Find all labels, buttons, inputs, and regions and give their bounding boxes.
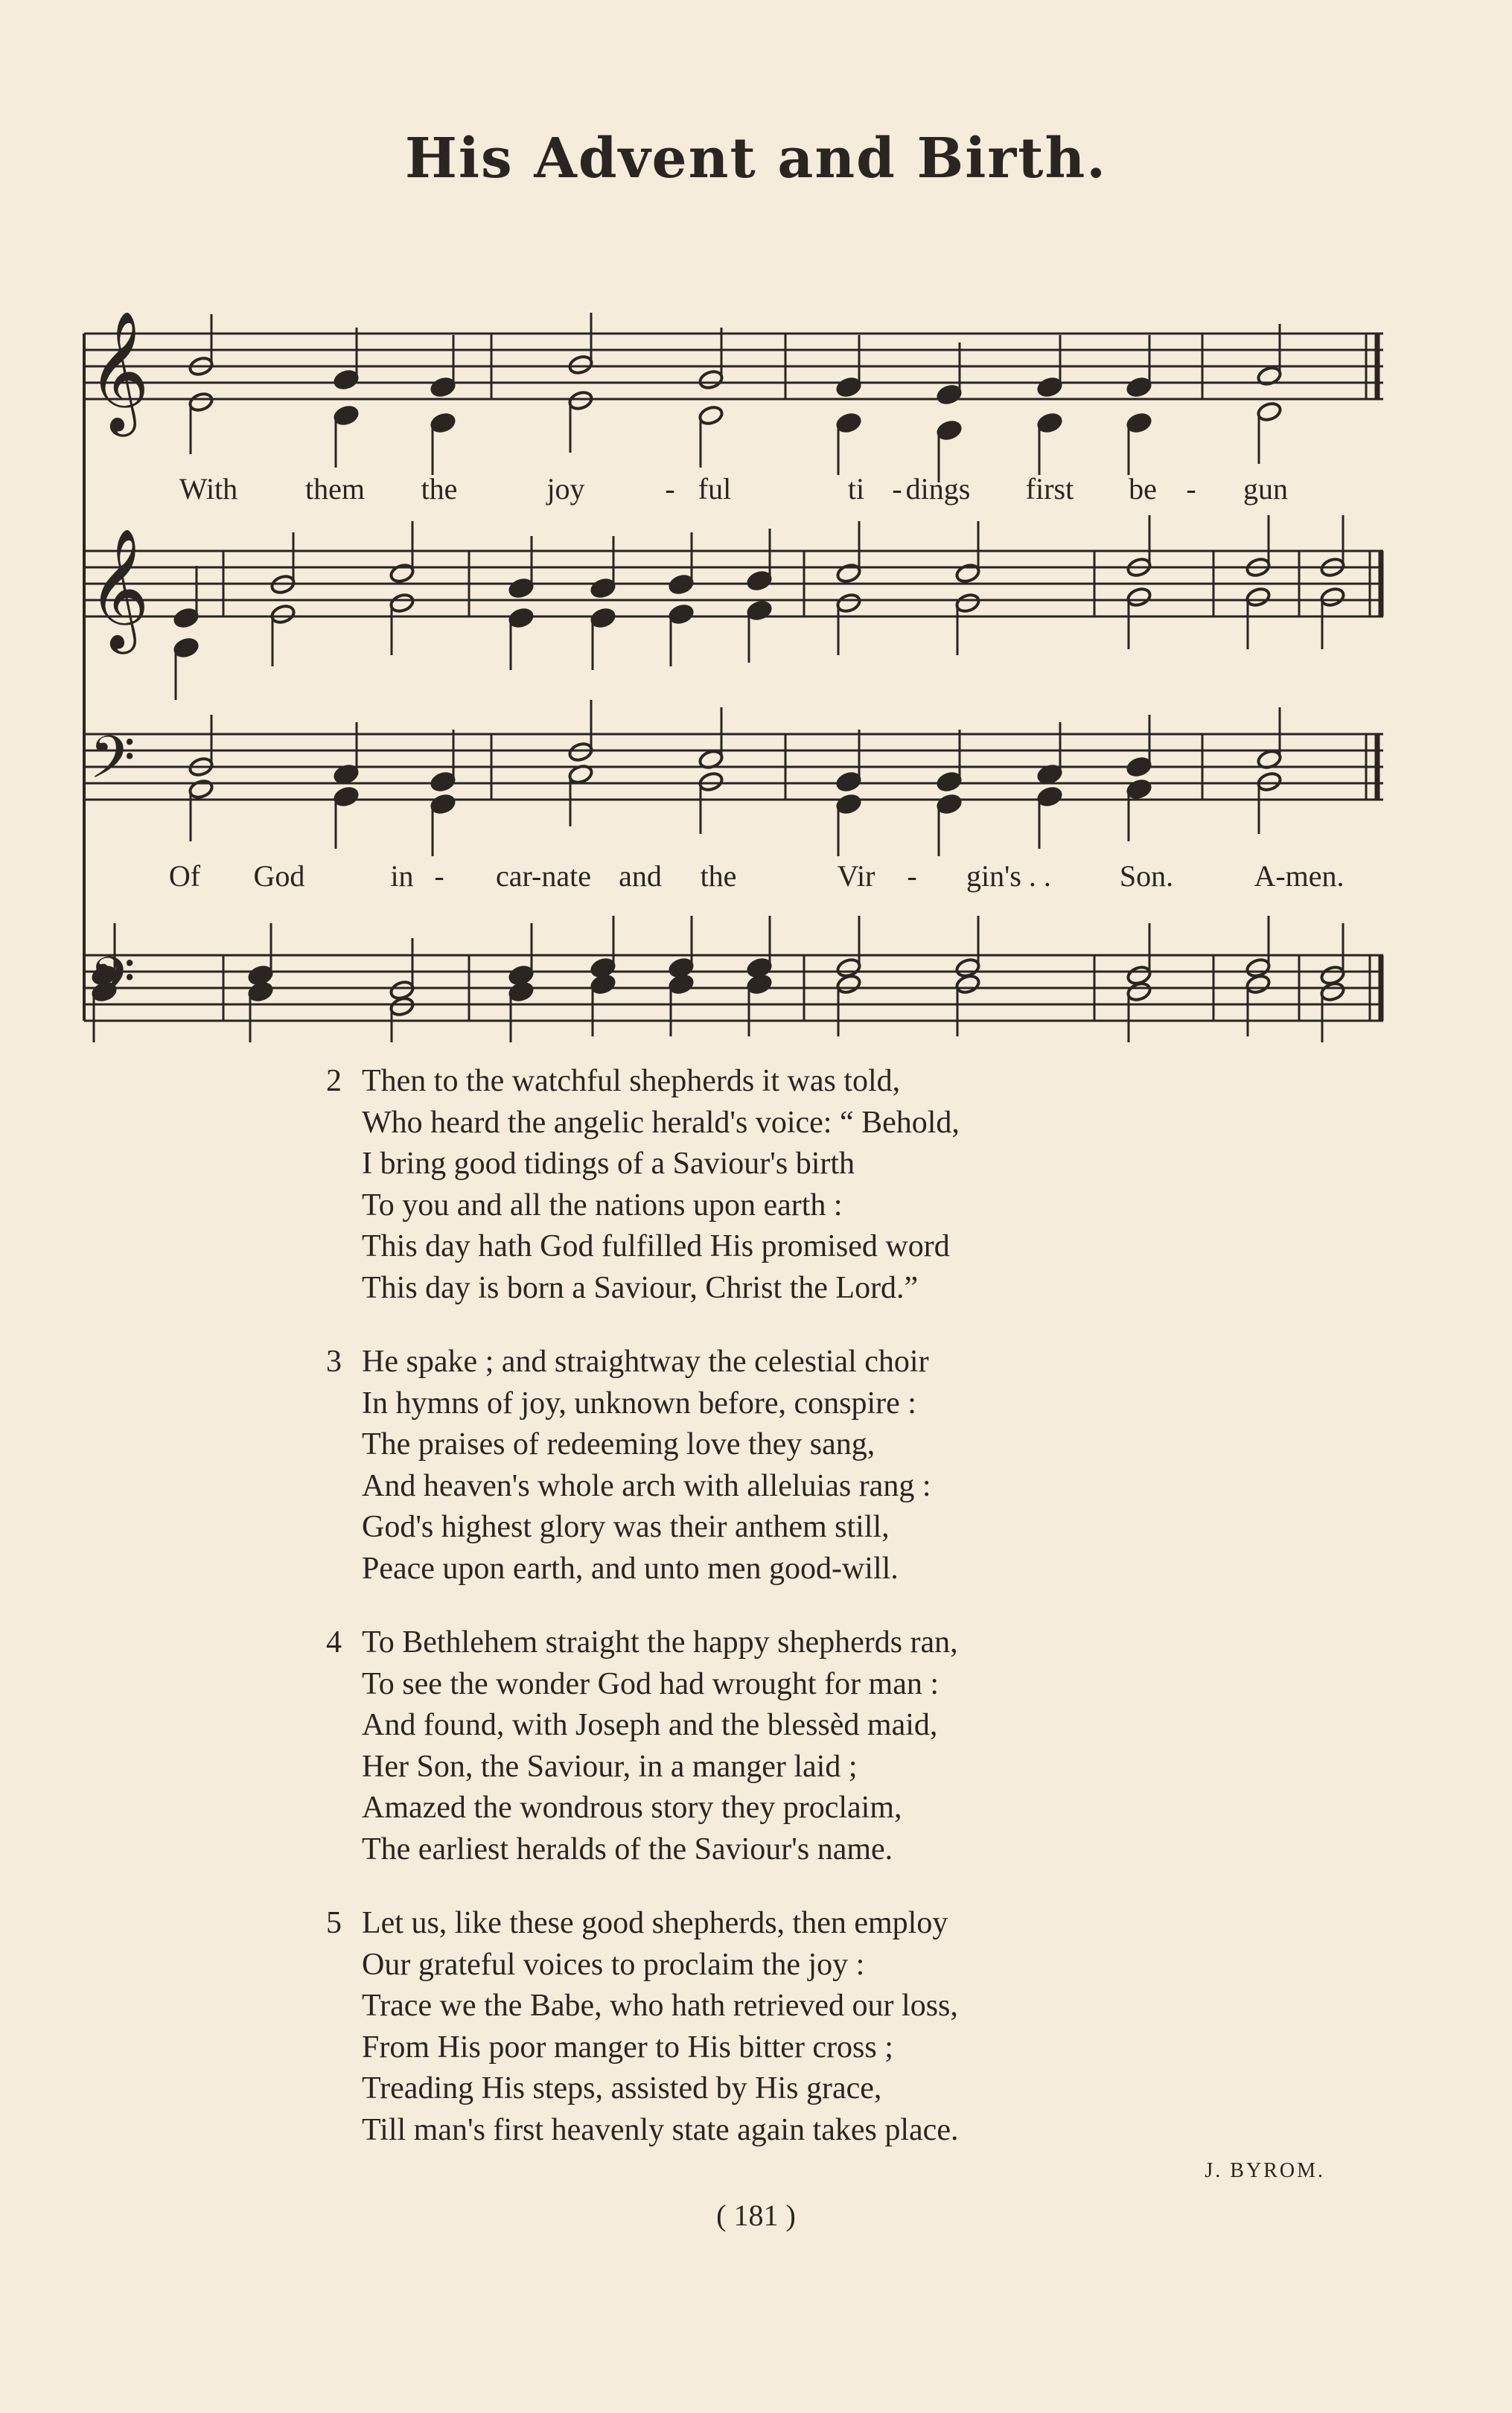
verse-text: And heaven's whole arch with alleluias rang : [362, 1468, 931, 1503]
verse-line [326, 1507, 1294, 1549]
lyric-syllable: car-nate [496, 859, 591, 893]
verse-4 [326, 1622, 1294, 1870]
lyric-syllable: - [1186, 472, 1196, 506]
quarter-note [746, 973, 772, 995]
quarter-note [590, 973, 616, 995]
verse-text: From His poor manger to His bitter cross ; [362, 2030, 893, 2065]
verse-line [326, 1829, 1294, 1871]
half-note [1245, 973, 1271, 995]
quarter-note [1126, 412, 1152, 433]
quarter-note [1126, 756, 1152, 777]
verse-text: Her Son, the Saviour, in a manger laid ; [362, 1749, 858, 1784]
verse-number [326, 1788, 362, 1829]
verse-text: The earliest heralds of the Saviour's name. [362, 1832, 893, 1867]
verse-text: This day hath God fulfilled His promised word [362, 1229, 950, 1263]
quarter-note [1036, 376, 1062, 398]
verse-number: 2 [326, 1064, 342, 1098]
verse-line [326, 1747, 1294, 1788]
verse-number [326, 1507, 362, 1549]
quarter-note [668, 573, 694, 595]
half-note [835, 562, 861, 584]
treble-clef-icon: 𝄞 [88, 310, 150, 432]
lyric-syllable: gin's . . [966, 859, 1051, 893]
verse-line [326, 2027, 1294, 2069]
verse-text: And found, with Joseph and the blessèd maid, [362, 1708, 938, 1742]
verse-line [326, 1342, 1294, 1383]
quarter-note [1036, 785, 1062, 807]
half-note [698, 369, 724, 390]
quarter-note [333, 369, 359, 390]
verse-line [326, 1466, 1294, 1508]
verse-number [326, 1549, 362, 1590]
quarter-note [835, 793, 861, 815]
verse-number [326, 1945, 362, 1986]
half-note [954, 592, 980, 613]
lyric-syllable: - [434, 859, 444, 893]
verse-text: To you and all the nations upon earth : [362, 1188, 843, 1223]
half-note [269, 603, 296, 625]
verse-line [326, 1903, 1294, 1945]
verse-number [326, 1466, 362, 1508]
verse-text: This day is born a Saviour, Christ the Lord.” [362, 1270, 919, 1305]
verse-line [326, 2068, 1294, 2110]
verse-number [326, 1226, 362, 1268]
quarter-note [936, 383, 962, 405]
half-note [1256, 401, 1282, 422]
lyrics-system-1 [179, 472, 1288, 506]
bass-clef-icon: 𝄢 [89, 944, 135, 1027]
lyric-syllable: God [253, 859, 305, 893]
verse-line [326, 1103, 1294, 1144]
half-note [1256, 771, 1282, 792]
lyric-syllable: the [421, 472, 458, 506]
quarter-note [1036, 412, 1062, 433]
verse-number [326, 1705, 362, 1747]
verse-line [326, 1185, 1294, 1227]
verse-text: Treading His steps, assisted by His grace, [362, 2071, 882, 2106]
verse-text: I bring good tidings of a Saviour's birth [362, 1147, 855, 1181]
verse-text: He spake ; and straightway the celestial choir [362, 1345, 929, 1379]
verse-number: 5 [326, 1906, 342, 1940]
half-note [1126, 981, 1152, 1002]
quarter-note [508, 981, 534, 1002]
verse-number [326, 1664, 362, 1706]
verse-text: Peace upon earth, and unto men good-will. [362, 1551, 899, 1586]
quarter-note [247, 981, 273, 1002]
lyric-syllable: With [179, 472, 238, 506]
half-note [698, 771, 724, 792]
half-note [954, 562, 980, 584]
verse-2 [326, 1061, 1294, 1309]
verse-number [326, 1747, 362, 1788]
verse-line [326, 1424, 1294, 1466]
lyric-syllable: Vir [837, 859, 875, 893]
verse-line [326, 1549, 1294, 1590]
verse-text: God's highest glory was their anthem still, [362, 1510, 890, 1544]
half-note [567, 389, 593, 411]
verse-text: Amazed the wondrous story they proclaim, [362, 1791, 902, 1825]
page-number: ( 181 ) [716, 2199, 796, 2232]
bass-clef-icon: 𝄢 [89, 723, 135, 806]
verse-number [326, 2068, 362, 2110]
quarter-note [590, 607, 616, 628]
quarter-note [1126, 376, 1152, 398]
lyric-syllable: ti [847, 472, 865, 506]
lyric-syllable: Son. [1119, 859, 1174, 893]
half-note [389, 562, 415, 584]
quarter-note [668, 603, 694, 625]
lyric-syllable: dings [905, 472, 971, 506]
quarter-note [668, 973, 694, 995]
quarter-note [835, 412, 861, 433]
verse-line [326, 1268, 1294, 1310]
quarter-note [333, 404, 359, 426]
verse-number [326, 1268, 362, 1310]
half-note [835, 973, 861, 995]
quarter-note [430, 376, 456, 398]
verse-line [326, 1664, 1294, 1706]
staff-lines [84, 334, 1383, 1021]
lyric-syllable: - [665, 472, 675, 506]
verse-number [326, 1986, 362, 2027]
verse-number [326, 1424, 362, 1466]
lyric-syllable: and [619, 859, 662, 893]
verse-number [326, 2027, 362, 2069]
lyric-syllable: the [700, 859, 737, 893]
verse-number [326, 1829, 362, 1871]
page-title: His Advent and Birth. [404, 127, 1108, 191]
verse-text: Let us, like these good shepherds, then employ [362, 1906, 948, 1940]
lyric-syllable: in [390, 859, 414, 893]
quarter-note [430, 412, 456, 433]
verse-text: Till man's first heavenly state again takes place. [362, 2112, 959, 2147]
half-note [389, 592, 415, 613]
half-note [1245, 586, 1271, 608]
verse-line [326, 1788, 1294, 1829]
quarter-note [1126, 778, 1152, 800]
verse-line [326, 1986, 1294, 2027]
verse-text: Trace we the Babe, who hath retrieved our loss, [362, 1989, 958, 2023]
lyrics-system-2 [169, 859, 1344, 893]
half-note [1319, 586, 1345, 608]
verse-line [326, 2110, 1294, 2152]
verse-line [326, 1061, 1294, 1103]
quarter-note [430, 793, 456, 815]
quarter-note [590, 577, 616, 599]
half-note [389, 995, 415, 1017]
verse-line [326, 1383, 1294, 1425]
bar-lines [84, 334, 1381, 1021]
verse-line [326, 1226, 1294, 1268]
quarter-note [936, 771, 962, 792]
quarter-note [333, 785, 359, 807]
verse-text: In hymns of joy, unknown before, conspire : [362, 1386, 916, 1421]
verses [326, 1061, 1294, 2184]
verse-number: 3 [326, 1345, 342, 1379]
verse-text: Then to the watchful shepherds it was told, [362, 1064, 901, 1098]
lyric-syllable: them [305, 472, 365, 506]
half-note [1126, 586, 1152, 608]
clefs [88, 310, 150, 1027]
quarter-note [430, 771, 456, 792]
verse-number [326, 1185, 362, 1227]
music-score [0, 0, 1512, 1042]
half-note [698, 404, 724, 426]
verse-text: The praises of redeeming love they sang, [362, 1427, 875, 1461]
notes [91, 313, 1345, 1042]
half-note [188, 778, 214, 800]
lyric-syllable: ful [698, 472, 732, 506]
lyric-syllable: A-men. [1254, 859, 1344, 893]
quarter-note [746, 599, 772, 621]
lyric-syllable: joy [546, 472, 585, 506]
half-note [567, 741, 593, 762]
verse-text: Who heard the angelic herald's voice: “ Behold, [362, 1105, 960, 1140]
quarter-note [835, 376, 861, 398]
lyric-syllable: gun [1243, 472, 1288, 506]
treble-clef-icon: 𝄞 [88, 528, 150, 649]
verse-number [326, 1144, 362, 1185]
verse-line [326, 1945, 1294, 1986]
quarter-note [173, 637, 199, 658]
verse-text: To see the wonder God had wrought for man : [362, 1666, 940, 1701]
quarter-note [508, 577, 534, 599]
verse-text: To Bethlehem straight the happy shepherds ran, [362, 1625, 958, 1660]
verse-3 [326, 1342, 1294, 1590]
half-note [835, 592, 861, 613]
lyric-syllable: - [892, 472, 902, 506]
half-note [567, 354, 593, 375]
half-note [1319, 981, 1345, 1002]
verse-line [326, 1144, 1294, 1185]
half-note [188, 391, 214, 412]
quarter-note [936, 419, 962, 441]
verse-number [326, 2110, 362, 2152]
verse-5 [326, 1903, 1294, 2151]
quarter-note [508, 607, 534, 628]
quarter-note [835, 771, 861, 792]
lyric-syllable: Of [168, 859, 201, 893]
verse-number [326, 1383, 362, 1425]
verse-number: 4 [326, 1625, 342, 1660]
lyric-syllable: first [1025, 472, 1074, 506]
verse-line [326, 1622, 1294, 1664]
quarter-note [936, 793, 962, 815]
author: J. BYROM. [1205, 2159, 1325, 2182]
verse-number [326, 1103, 362, 1144]
quarter-note [173, 607, 199, 628]
verse-text: Our grateful voices to proclaim the joy : [362, 1947, 865, 1982]
verse-line [326, 1705, 1294, 1747]
half-note [954, 973, 980, 995]
lyric-syllable: be [1129, 472, 1157, 506]
quarter-note [746, 570, 772, 591]
lyric-syllable: - [907, 859, 917, 893]
